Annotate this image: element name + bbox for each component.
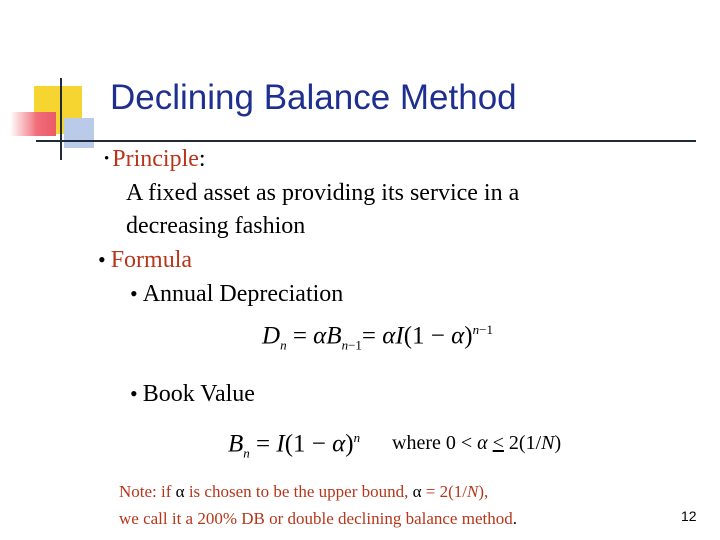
condition-leq: < <box>492 432 504 454</box>
note-line-1 <box>119 482 488 502</box>
principle-bullet-line <box>104 146 206 173</box>
formula-bullet-line <box>98 247 192 274</box>
slide-title: Declining Balance Method <box>110 78 517 117</box>
alpha-symbol: α <box>175 482 185 501</box>
bullet-icon: • <box>130 281 138 306</box>
note-eq: = 2(1/ <box>421 482 468 501</box>
principle-text-line-1: A fixed asset as providing its service in a <box>126 180 520 206</box>
book-value-label: Book Value <box>142 381 255 407</box>
principle-text-line-2: decreasing fashion <box>126 213 306 239</box>
note-line-2-period: . <box>512 509 517 528</box>
condition-bound: 2(1/ <box>508 432 542 454</box>
note-N: N <box>467 482 479 501</box>
note-line-2 <box>119 509 517 529</box>
book-value-formula: $B_n = I(1 - \alpha)^n$ <box>228 430 361 461</box>
alpha-condition <box>392 432 561 455</box>
formula-heading: Formula <box>110 247 193 273</box>
decorative-blue-square <box>64 118 94 148</box>
condition-close: ) <box>554 432 562 454</box>
bullet-icon: • <box>98 247 106 272</box>
bullet-icon: • <box>104 151 110 167</box>
depreciation-formula: $D_n = \alpha B_{n-1}= \alpha I(1 - \alpha)^{n-1}$ <box>262 322 493 353</box>
decorative-vertical-line <box>60 78 62 160</box>
annual-depreciation-label: Annual Depreciation <box>142 281 344 307</box>
note-prefix: Note: if <box>119 482 176 501</box>
page-number: 12 <box>681 508 697 524</box>
condition-N: N <box>541 432 555 454</box>
bullet-icon: • <box>130 381 138 406</box>
title-underline <box>36 140 696 142</box>
alpha-symbol: α <box>412 482 422 501</box>
alpha-symbol: α <box>477 432 488 454</box>
principle-colon: : <box>198 146 206 172</box>
condition-prefix: where 0 < <box>392 432 478 454</box>
annual-depreciation-line <box>130 281 343 308</box>
note-mid: is chosen to be the upper bound, <box>184 482 413 501</box>
book-value-line <box>130 381 255 408</box>
note-line-2-text: we call it a 200% DB or double declining balance method <box>119 509 513 528</box>
decorative-pink-bar <box>10 112 56 136</box>
principle-heading: Principle <box>112 146 199 172</box>
note-close: ), <box>478 482 489 501</box>
